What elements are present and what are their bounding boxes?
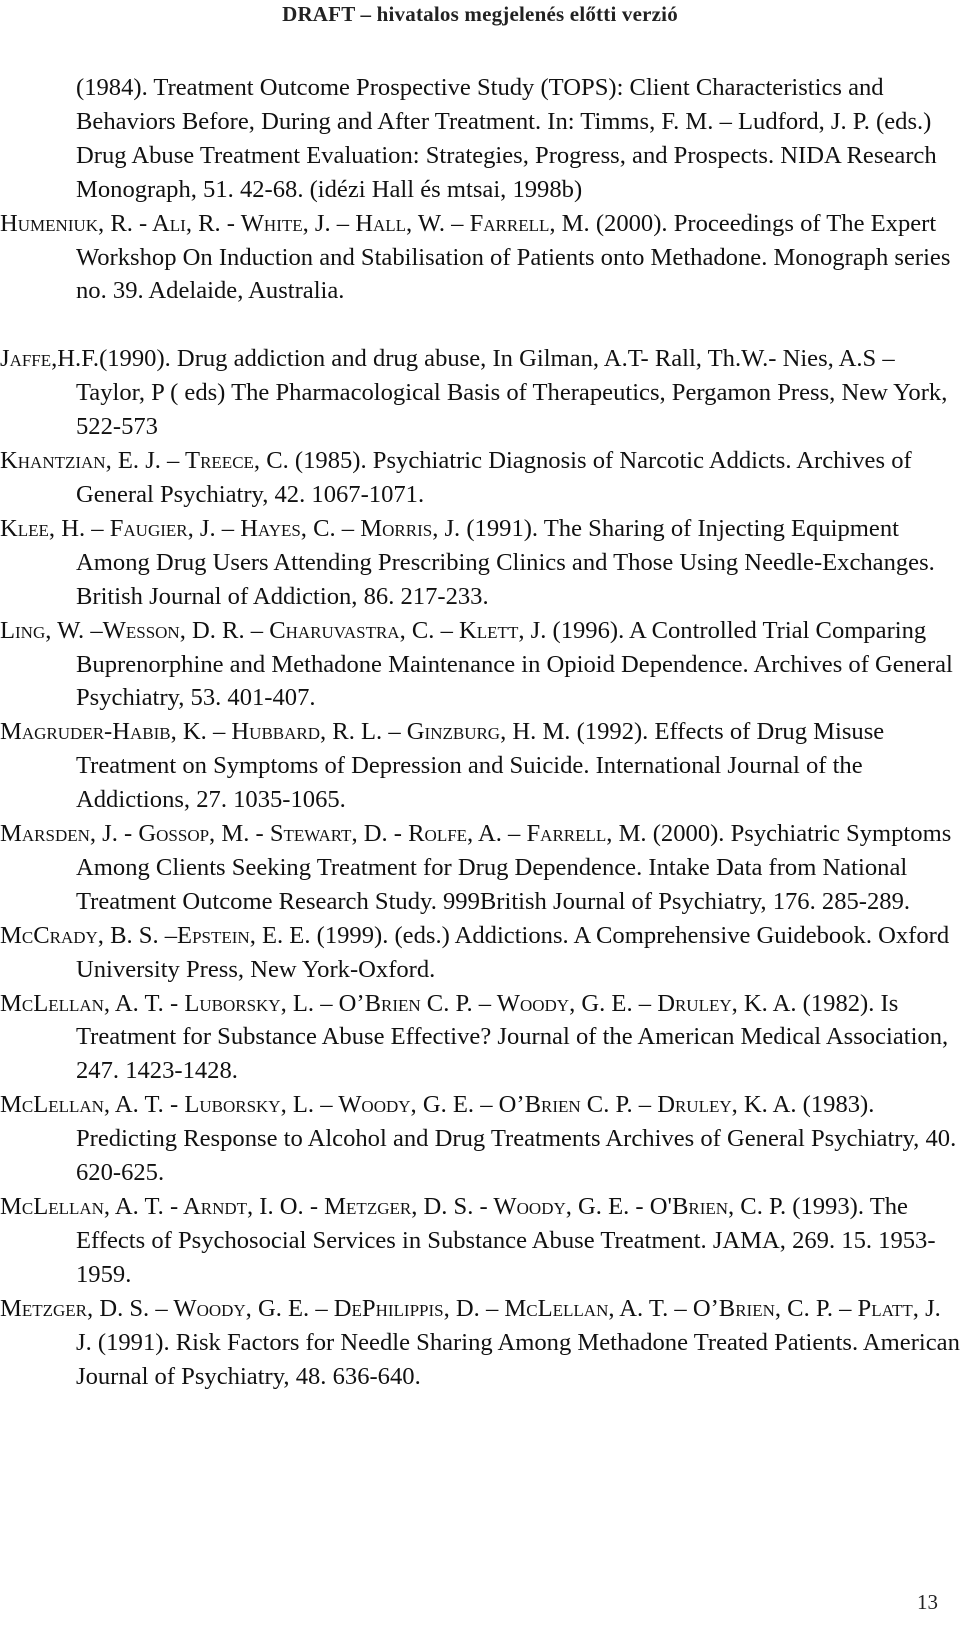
reference-text: (1982). Is Treatment for Substance Abuse Effective? Journal of the American Medical Association, 247. 1423-1428. — [76, 989, 949, 1085]
reference-entry-khantzian — [0, 444, 960, 512]
reference-authors: McCrady, B. S. –Epstein, E. E. — [0, 921, 311, 949]
reference-text: (1991). Risk Factors for Needle Sharing Among Methadone Treated Patients. American Journal of Psychiatry, 48. 636-640. — [76, 1328, 960, 1390]
draft-header: DRAFT – hivatalos megjelenés előtti verzió — [282, 2, 678, 26]
reference-entry-jaffe — [0, 342, 960, 444]
reference-text: (1992). Effects of Drug Misuse Treatment on Symptoms of Depression and Suicide. International Journal of the Addictions, 27. 1035-1065. — [76, 718, 885, 814]
reference-text: (1991). The Sharing of Injecting Equipment Among Drug Users Attending Prescribing Clinics and Those Using Needle-Exchanges. British Journal of Addiction, 86. 217-233. — [76, 514, 935, 610]
reference-authors: Metzger, D. S. – Woody, G. E. – DePhilippis, D. – McLellan, A. T. – O’Brien, C. P. – Platt, J. J. — [0, 1294, 941, 1356]
reference-entry-magruder — [0, 715, 960, 817]
reference-text: (1993). The Effects of Psychosocial Services in Substance Abuse Treatment. JAMA, 269. 15. 1953-1959. — [76, 1193, 936, 1288]
reference-text: (1983). Predicting Response to Alcohol and Drug Treatments Archives of General Psychiatry, 40. 620-625. — [76, 1091, 957, 1187]
reference-text: (1996). A Controlled Trial Comparing Buprenorphine and Methadone Maintenance in Opioid Dependence. Archives of General Psychiatry, 53. 401-407. — [76, 616, 953, 712]
reference-authors: Ling, W. –Wesson, D. R. – Charuvastra, C. – Klett, J. — [0, 616, 547, 644]
reference-text: (1985). Psychiatric Diagnosis of Narcotic Addicts. Archives of General Psychiatry, 42. 1067-1071. — [76, 447, 912, 508]
reference-entry-klee — [0, 512, 960, 614]
reference-list — [0, 71, 960, 1393]
reference-entry-humeniuk — [0, 207, 960, 309]
reference-text: (1990). Drug addiction and drug abuse, In Gilman, A.T- Rall, Th.W.- Nies, A.S – Taylor, P ( eds) The Pharmacological Basis of Therapeutics, Pergamon Press, New York, 522-573 — [76, 345, 948, 441]
reference-authors: Khantzian, E. J. – Treece, C. — [0, 447, 289, 475]
reference-entry-mclellan-1993 — [0, 1190, 960, 1292]
reference-entry-mccrady — [0, 919, 960, 987]
reference-authors: Humeniuk, R. - Ali, R. - White, J. – Hall, W. – Farrell, M. — [0, 209, 590, 237]
reference-authors: McLellan, A. T. - Luborsky, L. – O’Brien C. P. – Woody, G. E. – Druley, K. A. — [0, 989, 797, 1017]
spacer — [0, 308, 960, 342]
reference-entry-ling — [0, 614, 960, 716]
reference-entry-metzger — [0, 1292, 960, 1394]
reference-entry-marsden — [0, 817, 960, 919]
reference-text: (1999). (eds.) Addictions. A Comprehensive Guidebook. Oxford University Press, New York-Oxford. — [76, 921, 950, 983]
reference-authors: McLellan, A. T. - Luborsky, L. – Woody, G. E. – O’Brien C. P. – Druley, K. A. — [0, 1091, 797, 1119]
reference-text: (1984). Treatment Outcome Prospective Study (TOPS): Client Characteristics and Behaviors Before, During and After Treatment. In: Timms, F. M. – Ludford, J. P. (eds.) Drug Abuse Treatment Evaluation: Strategies, Progress, and Prospects. NIDA Research Monograph, 51. 42-68. (idézi Hall és mtsai, 1998b) — [76, 74, 937, 203]
reference-text: (2000). Proceedings of The Expert Workshop On Induction and Stabilisation of Patients onto Methadone. Monograph series no. 39. Adelaide, Australia. — [76, 209, 951, 305]
reference-entry-mclellan-1982 — [0, 987, 960, 1089]
reference-entry-mclellan-1983 — [0, 1088, 960, 1190]
reference-entry-tops — [0, 71, 960, 207]
reference-authors: Magruder-Habib, K. – Hubbard, R. L. – Ginzburg, H. M. — [0, 718, 571, 746]
reference-authors: Jaffe,H.F. — [0, 345, 100, 373]
reference-text: (2000). Psychiatric Symptoms Among Clients Seeking Treatment for Drug Dependence. Intake Data from National Treatment Outcome Research Study. 999British Journal of Psychiatry, 176. 285-289. — [76, 820, 952, 915]
reference-authors: Marsden, J. - Gossop, M. - Stewart, D. - Rolfe, A. – Farrell, M. — [0, 820, 647, 848]
reference-authors: Klee, H. – Faugier, J. – Hayes, C. – Morris, J. — [0, 514, 461, 542]
reference-authors: McLellan, A. T. - Arndt, I. O. - Metzger, D. S. - Woody, G. E. - O'Brien, C. P. — [0, 1193, 787, 1220]
page-number: 13 — [917, 1590, 938, 1614]
